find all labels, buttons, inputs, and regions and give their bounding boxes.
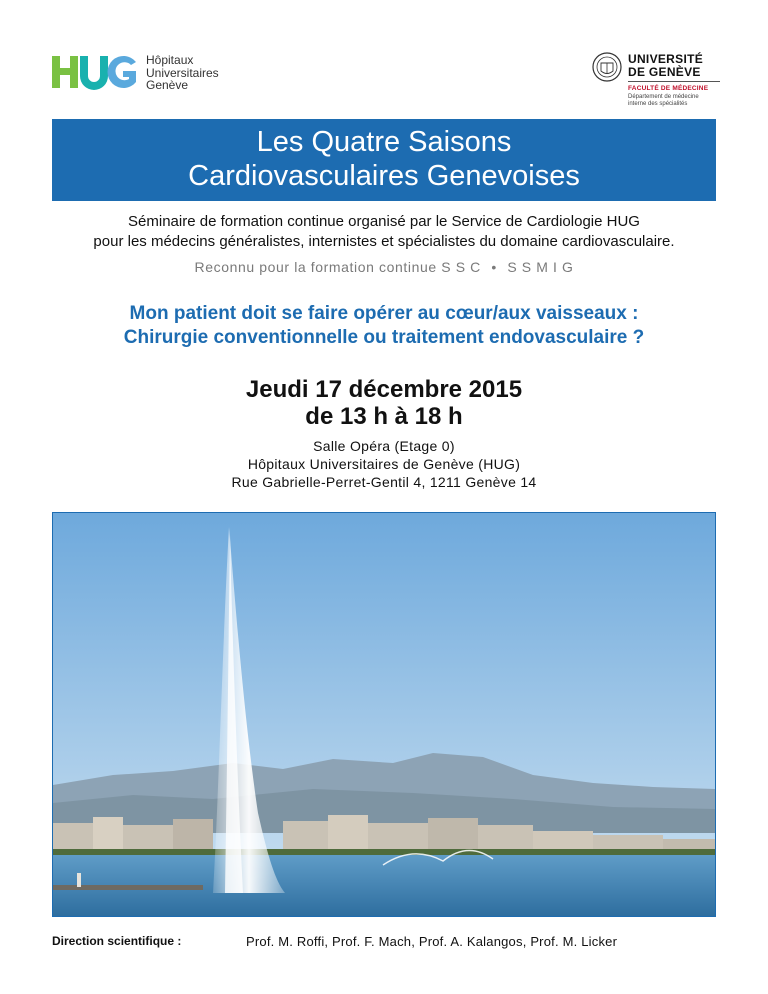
recognition-prefix: Reconnu pour la formation continue <box>194 259 437 275</box>
university-seal-icon <box>592 52 622 82</box>
jet-deau-photo <box>52 512 716 917</box>
intro-line-2: pour les médecins généralistes, internistes et spécialistes du domaine cardiovasculaire. <box>93 233 675 250</box>
topic-line-1: Mon patient doit se faire opérer au cœur/aux vaisseaux : <box>129 303 639 324</box>
event-date: Jeudi 17 décembre 2015 <box>245 376 523 403</box>
hug-logo-mark-icon <box>52 54 136 90</box>
recognition-separator: • <box>491 259 497 275</box>
event-time: de 13 h à 18 h <box>305 403 463 430</box>
title-banner <box>52 119 716 201</box>
unige-department <box>628 94 699 108</box>
hug-line-1: Hôpitaux <box>146 53 194 67</box>
unige-divider <box>628 81 720 82</box>
geneva-lake-fountain-illustration <box>53 513 715 916</box>
event-room: Salle Opéra (Etage 0) <box>313 438 455 454</box>
banner-title-line-1: Les Quatre Saisons <box>256 126 512 158</box>
banner-title-line-2: Cardiovasculaires Genevoises <box>188 160 580 192</box>
recognition-org-ssc: S S C <box>441 259 481 275</box>
event-address: Rue Gabrielle-Perret-Gentil 4, 1211 Genève 14 <box>231 474 537 490</box>
unige-logo <box>592 52 722 114</box>
unige-dept-line-2: interne des spécialités <box>628 101 688 107</box>
topic-line-2: Chirurgie conventionnelle ou traitement endovasculaire ? <box>123 327 645 348</box>
unige-name <box>628 53 703 79</box>
unige-faculty: FACULTÉ DE MÉDECINE <box>628 85 709 92</box>
hug-logo-text <box>146 54 219 92</box>
intro-line-1: Séminaire de formation continue organisé par le Service de Cardiologie HUG <box>128 213 640 230</box>
hug-line-3: Genève <box>146 78 189 92</box>
hug-logo <box>52 54 232 90</box>
hug-line-2: Universitaires <box>146 65 219 80</box>
unige-line-2: DE GENÈVE <box>628 65 701 79</box>
direction-names: Prof. M. Roffi, Prof. F. Mach, Prof. A. Kalangos, Prof. M. Licker <box>246 934 618 949</box>
recognition-line <box>0 259 768 275</box>
direction-label: Direction scientifique : <box>52 934 182 948</box>
unige-line-1: UNIVERSITÉ <box>628 52 704 66</box>
event-institution: Hôpitaux Universitaires de Genève (HUG) <box>247 456 521 472</box>
recognition-org-ssmig: S S M I G <box>507 259 574 275</box>
unige-dept-line-1: Département de médecine <box>628 94 699 100</box>
